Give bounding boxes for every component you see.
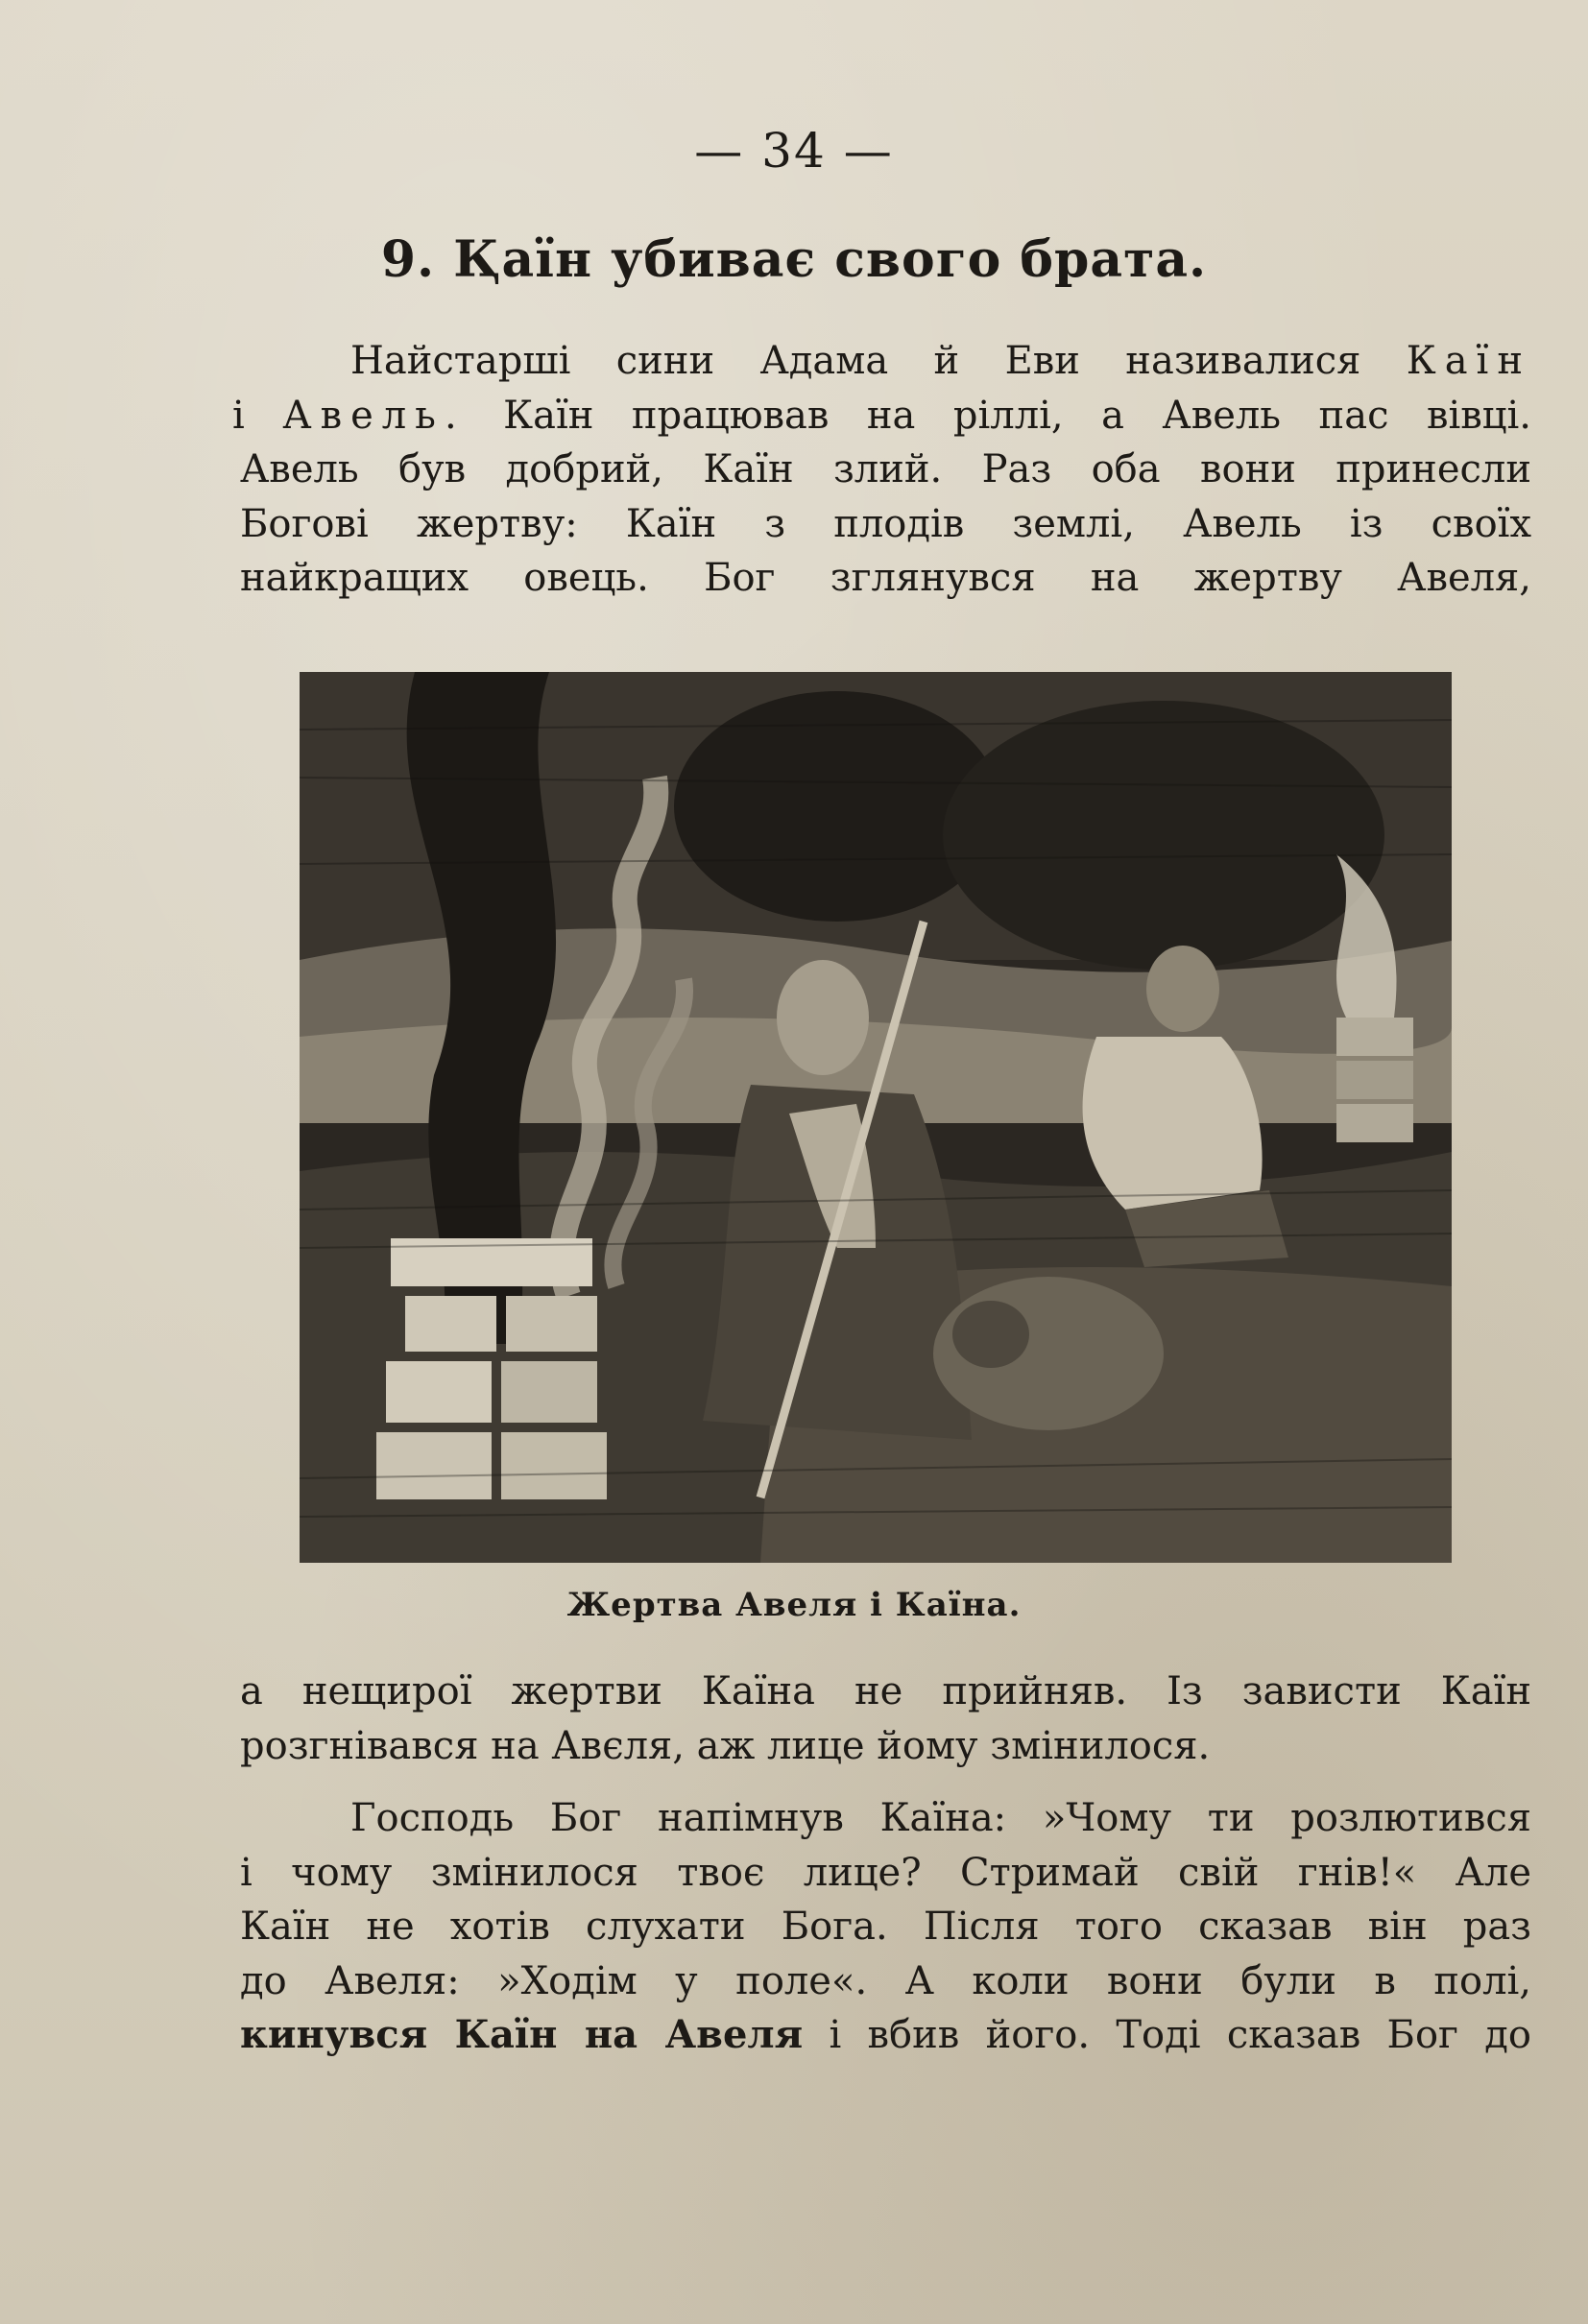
paragraph-1-line-5: найкращих овець. Бог зглянувся на жертву Авеля, (240, 556, 1531, 600)
figure-caption: Жертва Авеля і Каїна. (566, 1586, 1022, 1624)
paragraph-1-line-2: і Авель. Каїн працював на ріллі, а Авель пас вівці. (232, 393, 1532, 438)
chapter-heading: 9. Қаїн убиває свого брата. (380, 230, 1208, 289)
paragraph-1-line-4: Богові жертву: Каїн з плодів землі, Авель із своїх (240, 501, 1531, 546)
paragraph-2 (240, 1665, 1531, 1773)
paragraph-3-line-2: і чому змінилося твоє лице? Стримай свій гнів!« Але (240, 1850, 1531, 1895)
paragraph-3-line-5: кинувся Каїн на Авеля і вбив його. Тоді сказав Бог до (240, 2012, 1531, 2057)
emphasized-phrase: кинувся Каїн на Авеля (240, 2012, 804, 2057)
paragraph-1-line-1: Найстарші сини Адама й Еви називалися Каїн (350, 339, 1531, 383)
name-kain: Каїн (1406, 339, 1531, 383)
paragraph-3-line-1: Господь Бог напімнув Каїна: »Чому ти розлютився (350, 1796, 1531, 1840)
engraving-illustration (300, 672, 1452, 1563)
paragraph-2-line-1: а нещирої жертви Каїна не прийняв. Із зависти Каїн (240, 1669, 1531, 1713)
paragraph-3 (240, 1791, 1531, 2063)
engraving-picture (300, 672, 1452, 1563)
name-avel: Авель. (282, 393, 466, 438)
paragraph-1-line-3: Авель був добрий, Каїн злий. Раз оба вони принесли (240, 447, 1531, 491)
paragraph-3-line-4: до Авеля: »Ходім у поле«. А коли вони були в полі, (240, 1958, 1531, 2003)
paragraph-2-line-2: розгнівався на Авєля, аж лице йому змінилося. (240, 1723, 1211, 1768)
paragraph-3-line-3: Каїн не хотів слухати Бога. Після того сказав він раз (240, 1905, 1531, 1949)
paragraph-1 (232, 334, 1532, 606)
page-number: — 34 — (694, 123, 894, 179)
